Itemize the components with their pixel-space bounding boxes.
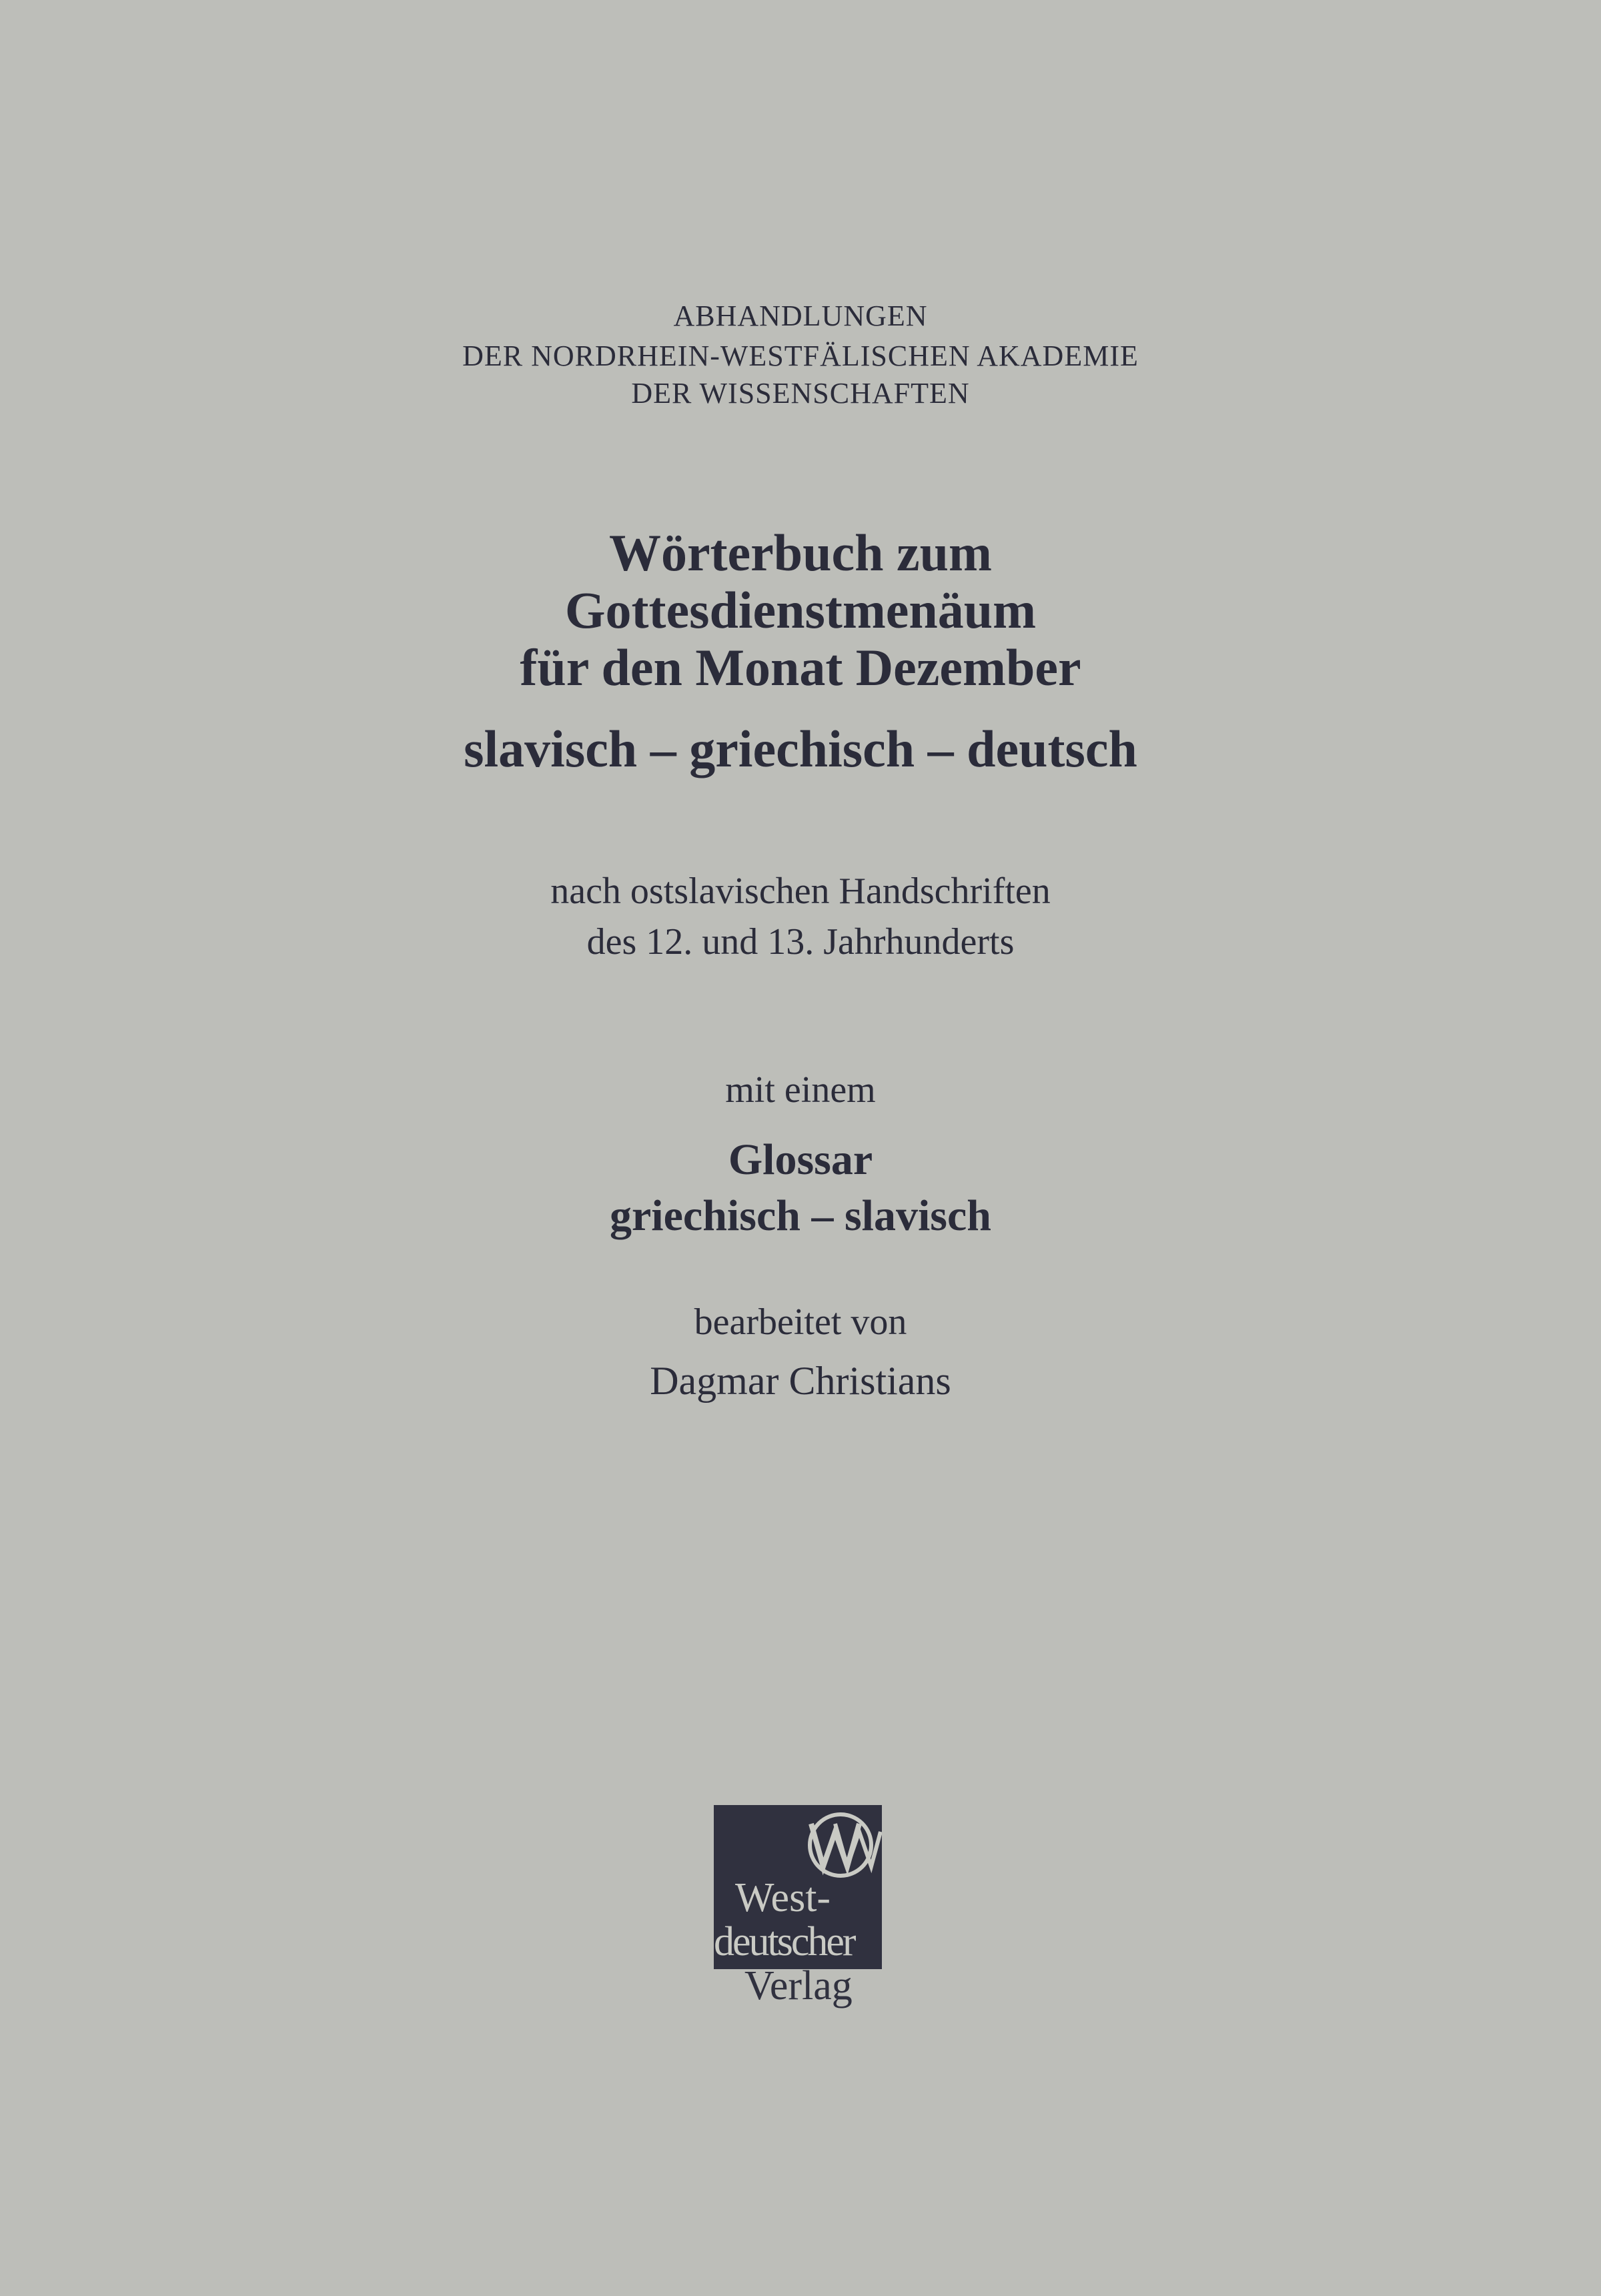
glossary-languages: griechisch – slavisch	[610, 1191, 991, 1240]
glossary-intro: mit einem	[725, 1069, 876, 1111]
title-line-4: slavisch – griechisch – deutsch	[464, 720, 1137, 778]
title-line-1: Wörterbuch zum	[608, 524, 993, 582]
series-line-1: ABHANDLUNGEN	[673, 300, 928, 332]
glossary-title: Glossar	[728, 1135, 873, 1184]
series-line-3: DER WISSENSCHAFTEN	[631, 377, 970, 410]
publisher-logo-line-1: West-	[735, 1875, 831, 1920]
subtitle-line-2: des 12. und 13. Jahrhunderts	[586, 921, 1015, 963]
subtitle-line-1: nach ostslavischen Handschriften	[550, 871, 1051, 912]
title-line-2: Gottesdienstmenäum	[564, 581, 1037, 639]
author-intro: bearbeitet von	[694, 1301, 907, 1343]
publisher-logo-line-2: deutscher	[714, 1919, 855, 1964]
author-name: Dagmar Christians	[650, 1359, 951, 1403]
publisher-logo-line-3: Verlag	[744, 1963, 853, 2008]
publisher-logo	[714, 1805, 882, 2025]
title-line-3: für den Monat Dezember	[520, 638, 1081, 696]
series-line-2: DER NORDRHEIN-WESTFÄLISCHEN AKADEMIE	[462, 340, 1139, 372]
